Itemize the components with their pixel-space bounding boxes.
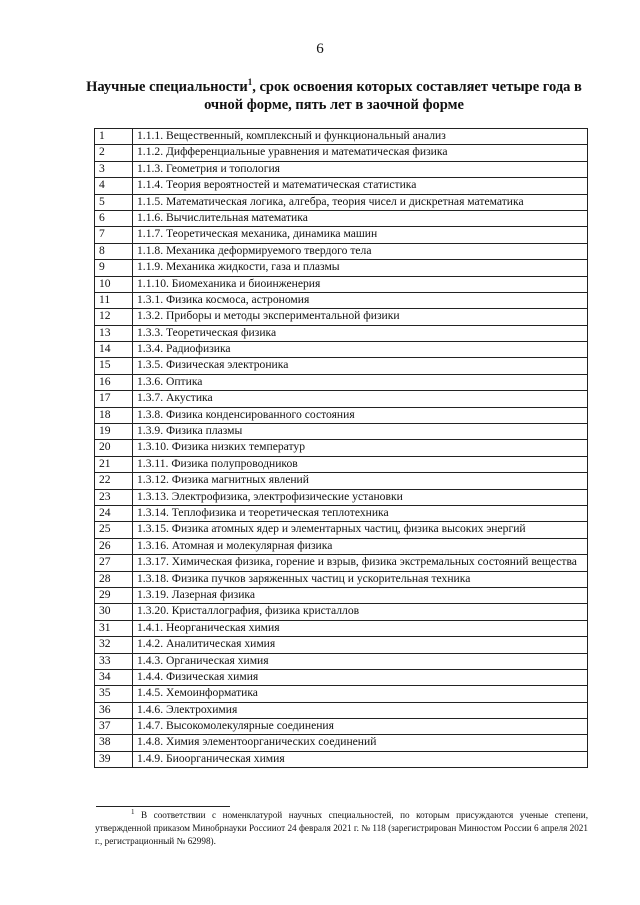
- table-row: [95, 424, 588, 440]
- table-row: [95, 604, 588, 620]
- table-row: [95, 227, 588, 243]
- table-row: [95, 243, 588, 259]
- specialty-name: 1.1.2. Дифференциальные уравнения и математическая физика: [133, 145, 588, 161]
- table-row: [95, 653, 588, 669]
- specialty-name: 1.3.18. Физика пучков заряженных частиц и ускорительная техника: [133, 571, 588, 587]
- table-row: [95, 161, 588, 177]
- table-row: [95, 407, 588, 423]
- row-number: 38: [95, 735, 133, 751]
- row-number: 23: [95, 489, 133, 505]
- row-number: 27: [95, 555, 133, 571]
- row-number: 19: [95, 424, 133, 440]
- title-footnote-mark: 1: [247, 77, 253, 88]
- specialty-name: 1.3.1. Физика космоса, астрономия: [133, 292, 588, 308]
- specialty-name: 1.3.8. Физика конденсированного состояния: [133, 407, 588, 423]
- table-row: [95, 210, 588, 226]
- row-number: 7: [95, 227, 133, 243]
- specialty-name: 1.4.3. Органическая химия: [133, 653, 588, 669]
- row-number: 24: [95, 505, 133, 521]
- specialty-name: 1.1.9. Механика жидкости, газа и плазмы: [133, 260, 588, 276]
- specialty-name: 1.4.8. Химия элементоорганических соединений: [133, 735, 588, 751]
- row-number: 3: [95, 161, 133, 177]
- table-row: [95, 260, 588, 276]
- row-number: 28: [95, 571, 133, 587]
- row-number: 20: [95, 440, 133, 456]
- row-number: 39: [95, 751, 133, 767]
- specialty-name: 1.1.7. Теоретическая механика, динамика машин: [133, 227, 588, 243]
- specialty-name: 1.4.4. Физическая химия: [133, 669, 588, 685]
- table-row: [95, 358, 588, 374]
- row-number: 31: [95, 620, 133, 636]
- specialty-name: 1.3.2. Приборы и методы экспериментальной физики: [133, 309, 588, 325]
- specialty-name: 1.1.1. Вещественный, комплексный и функциональный анализ: [133, 129, 588, 145]
- specialty-name: 1.3.4. Радиофизика: [133, 342, 588, 358]
- table-row: [95, 129, 588, 145]
- table-row: [95, 735, 588, 751]
- row-number: 25: [95, 522, 133, 538]
- specialty-name: 1.3.3. Теоретическая физика: [133, 325, 588, 341]
- table-row: [95, 456, 588, 472]
- table-row: [95, 309, 588, 325]
- specialty-name: 1.3.11. Физика полупроводников: [133, 456, 588, 472]
- specialty-name: 1.3.10. Физика низких температур: [133, 440, 588, 456]
- footnote-text: В соответствии с номенклатурой научных специальностей, по которым присуждаются ученые степени, утвержденной приказом Минобрнауки Россииот 24 февраля 2021 г. № 118 (зарегистрирован Минюстом России 6 апреля 2021 г., регистрационный № 62998).: [95, 810, 588, 846]
- footnote-divider: [96, 806, 230, 807]
- specialties-table: [94, 128, 588, 768]
- row-number: 29: [95, 587, 133, 603]
- row-number: 35: [95, 686, 133, 702]
- specialty-name: 1.3.15. Физика атомных ядер и элементарных частиц, физика высоких энергий: [133, 522, 588, 538]
- specialty-name: 1.4.9. Биоорганическая химия: [133, 751, 588, 767]
- row-number: 9: [95, 260, 133, 276]
- specialty-name: 1.1.8. Механика деформируемого твердого тела: [133, 243, 588, 259]
- row-number: 22: [95, 473, 133, 489]
- row-number: 21: [95, 456, 133, 472]
- specialty-name: 1.3.9. Физика плазмы: [133, 424, 588, 440]
- specialty-name: 1.1.10. Биомеханика и биоинженерия: [133, 276, 588, 292]
- row-number: 5: [95, 194, 133, 210]
- table-row: [95, 178, 588, 194]
- table-row: [95, 489, 588, 505]
- specialty-name: 1.4.2. Аналитическая химия: [133, 637, 588, 653]
- specialty-name: 1.3.13. Электрофизика, электрофизические установки: [133, 489, 588, 505]
- specialty-name: 1.1.6. Вычислительная математика: [133, 210, 588, 226]
- specialty-name: 1.1.3. Геометрия и топология: [133, 161, 588, 177]
- specialty-name: 1.1.4. Теория вероятностей и математическая статистика: [133, 178, 588, 194]
- table-row: [95, 620, 588, 636]
- row-number: 18: [95, 407, 133, 423]
- specialty-name: 1.4.6. Электрохимия: [133, 702, 588, 718]
- table-row: [95, 391, 588, 407]
- table-row: [95, 194, 588, 210]
- row-number: 26: [95, 538, 133, 554]
- row-number: 17: [95, 391, 133, 407]
- specialty-name: 1.3.20. Кристаллография, физика кристаллов: [133, 604, 588, 620]
- row-number: 32: [95, 637, 133, 653]
- table-row: [95, 555, 588, 571]
- specialty-name: 1.4.7. Высокомолекулярные соединения: [133, 719, 588, 735]
- table-row: [95, 719, 588, 735]
- title-text-continued: , срок освоения которых составляет четыре года в очной форме, пять лет в заочной форме: [204, 79, 582, 113]
- table-row: [95, 440, 588, 456]
- specialty-name: 1.3.14. Теплофизика и теоретическая теплотехника: [133, 505, 588, 521]
- row-number: 1: [95, 129, 133, 145]
- table-row: [95, 374, 588, 390]
- table-row: [95, 522, 588, 538]
- specialty-name: 1.3.17. Химическая физика, горение и взрыв, физика экстремальных состояний вещества: [133, 555, 588, 571]
- specialty-name: 1.3.12. Физика магнитных явлений: [133, 473, 588, 489]
- table-row: [95, 686, 588, 702]
- row-number: 2: [95, 145, 133, 161]
- table-row: [95, 751, 588, 767]
- footnote: [95, 809, 588, 848]
- table-row: [95, 473, 588, 489]
- specialty-name: 1.3.6. Оптика: [133, 374, 588, 390]
- table-row: [95, 702, 588, 718]
- specialty-name: 1.1.5. Математическая логика, алгебра, теория чисел и дискретная математика: [133, 194, 588, 210]
- specialty-name: 1.4.5. Хемоинформатика: [133, 686, 588, 702]
- table-row: [95, 342, 588, 358]
- row-number: 16: [95, 374, 133, 390]
- table-row: [95, 538, 588, 554]
- row-number: 37: [95, 719, 133, 735]
- specialty-name: 1.3.16. Атомная и молекулярная физика: [133, 538, 588, 554]
- table-row: [95, 505, 588, 521]
- table-row: [95, 669, 588, 685]
- row-number: 15: [95, 358, 133, 374]
- row-number: 36: [95, 702, 133, 718]
- table-row: [95, 587, 588, 603]
- table-row: [95, 325, 588, 341]
- table-row: [95, 276, 588, 292]
- row-number: 30: [95, 604, 133, 620]
- row-number: 4: [95, 178, 133, 194]
- table-row: [95, 145, 588, 161]
- row-number: 33: [95, 653, 133, 669]
- row-number: 13: [95, 325, 133, 341]
- specialty-name: 1.3.5. Физическая электроника: [133, 358, 588, 374]
- table-row: [95, 637, 588, 653]
- table-row: [95, 571, 588, 587]
- row-number: 12: [95, 309, 133, 325]
- row-number: 11: [95, 292, 133, 308]
- specialty-name: 1.3.19. Лазерная физика: [133, 587, 588, 603]
- row-number: 6: [95, 210, 133, 226]
- row-number: 10: [95, 276, 133, 292]
- specialty-name: 1.4.1. Неорганическая химия: [133, 620, 588, 636]
- row-number: 14: [95, 342, 133, 358]
- specialty-name: 1.3.7. Акустика: [133, 391, 588, 407]
- title-text: Научные специальности: [86, 79, 248, 95]
- row-number: 8: [95, 243, 133, 259]
- specialties-table-body: [95, 129, 588, 768]
- footnote-mark: 1: [131, 807, 135, 816]
- table-row: [95, 292, 588, 308]
- page-title: [80, 78, 588, 114]
- page-number: 6: [316, 41, 324, 57]
- row-number: 34: [95, 669, 133, 685]
